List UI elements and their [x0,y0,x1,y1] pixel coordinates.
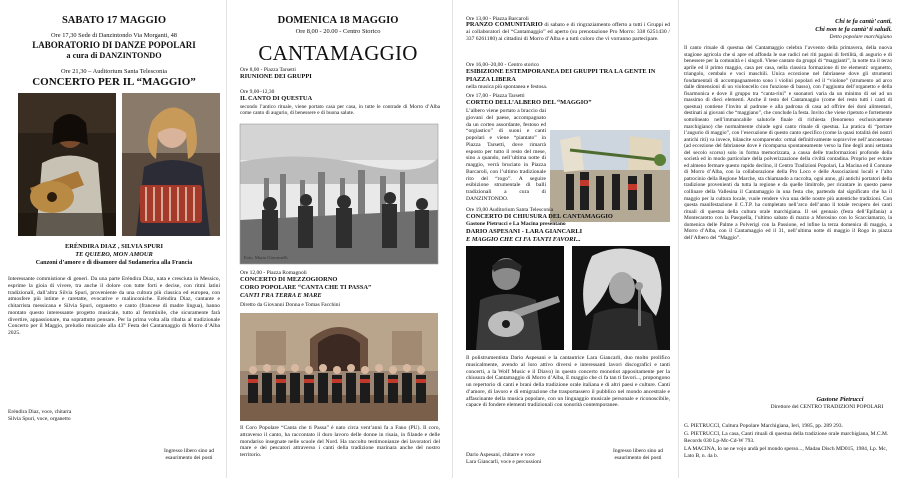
closing-title: CONCERTO DI CHIUSURA DEL CANTAMAGGIO [466,213,613,220]
lunch-block [466,22,670,42]
closing-subtitle: E MAGGIO CHE CI FA TANTI FAVORI... [466,236,581,243]
photo-erendira-diaz [18,93,116,236]
panel-saturday [8,0,220,478]
signature-name: Gastone Pietrucci [816,396,864,403]
performance-description: nella musica più spontanea e festosa. [466,84,548,90]
parade-description-wrap [466,108,670,202]
choir-description: Il Coro Popolare “Canta che ti Passa” è nato circa vent’anni fa a Fano (PU). Il coro, attraverso il canto, ha raccontato il duro lavoro delle donne in risaia, in filande e delle mondariso insegnate nelle scuole del Nord. Ha raccolto testimonianze dei lavoratori del mare e dei pescatori attraverso i canti della tradizione marinara anche del nostro territorio. [240,425,440,458]
photo-questua-bw [240,124,438,264]
fold-line [678,0,679,478]
panel-essay [684,0,892,478]
closing-artists: DARIO ASPESANI - LARA GIANCARLI [466,228,583,235]
parade-title: CORTEO DELL’ALBERO DEL “MAGGIO” [466,99,592,106]
concert-noon-title: CONCERTO DI MEZZOGIORNO [240,276,338,283]
concert-noon-time: Ore 12,00 - Piazza Romagnoli [240,270,307,276]
questua-time: Ore 9,00–12,30 [240,89,275,95]
parade-time: Ore 17,00 - Piazza Tarsetti [466,93,525,99]
meeting-title: RIUNIONE DEI GRUPPI [240,73,312,80]
reference-3: LA MACINA, Io ne ne vojo andà pel mondo sperso..., Madau Disch MD015, 1984, Lp. Mc, Lato B, n. 4a b. [684,446,888,459]
photo-lara-giancarli [572,246,670,350]
lab-organizer: a cura di DANZINTONDO [66,51,162,60]
choir-subtitle: CANTI FRA TERRA E MARE [240,292,322,299]
credit-erendira: Eréndira Diaz, voce, chitarra [8,409,72,415]
credit-lara: Lara Giancarli, voce e percussioni [466,459,542,465]
concert-subtitle: TE QUIERO, MON AMOUR [75,251,153,258]
quote-line-2: Chi non te fa cantà’ ti saludi. [815,26,892,33]
concert-artists: ERÉNDIRA DIAZ , SILVIA SPURI [65,243,163,250]
lunch-description: di sabato e di ringraziamento offerto a tutti i Gruppi ed ai collaboratori del “Cantamaggio” ed aperto (su prenotazione Pro Morro: 338 6251430 / 337 6261180) ai cittadini di Morro d’Alba e a tutti coloro che vi vorranno partecipare. [466,22,670,42]
concert-title: CONCERTO PER IL “MAGGIO” [32,76,196,88]
sunday-date: DOMENICA 18 MAGGIO [277,15,399,26]
lunch-title: PRANZO COMUNITARIO [466,21,543,28]
lab-time: Ore 17,30 Sede di Danzintondo Via Morganti, 48 [51,32,177,39]
panel-afternoon [460,0,672,478]
fold-line [226,0,227,478]
reference-1: G. PIETRUCCI, Cultura Popolare Marchigiana, Ieri, 1985, pp. 289 293. [684,423,843,429]
lunch-time: Ore 13,00 - Piazza Barcaroli [466,16,529,22]
saturday-date: SABATO 17 MAGGIO [61,15,167,26]
free-entry-note: Ingresso libero sino ad esaurimento dei posti [613,448,663,461]
signature-role: Direttore del CENTRO TRADIZIONI POPOLARI [770,404,884,410]
concert-description: Interessante commistione di generi. Da una parte Eréndira Diaz, nata e cresciuta in Messico, esprime la gioia di vivere, tra anche il dolore con tutte forti e decise, con ritmi latini tradizionali, dall’altra Silvia Spuri, proveniente da una cultura più classica ed europea, con atmosfere più intime e raretatte, evocative e malinconiche. Eréndira Diaz, cantante e chitarrista messicana e Silvia Spuri, organetto e canto (francese di madre lingua), hanno montato questo interessante progetto musicale, tutto al femminile, che sicuramente farà divertire, appassionare, ma soprattutto pensare. Per la prima volta alla ribalta al tradizionale Concerto per il Maggio, preludio musicale alla 43° Festa del Cantamaggio di Morro d’Alba 2025. [8,276,220,336]
quote-source: Detto popolare marchigiano [829,34,892,40]
photo-caption: Foto: Mario Giacomelli [244,255,288,260]
photo-parade [550,130,670,222]
choir-name: CORO POPOLARE “CANTA CHE TI PASSA” [240,284,372,291]
concert-tagline: Canzoni d’amore e di disamore dal Sudamerica alla Francia [35,260,193,266]
performance-title: ESIBIZIONE ESTEMPORANEA DEI GRUPPI TRA LA GENTE IN PIAZZA LIBERA [466,68,656,83]
closing-time: Ore 19,00 Auditorium Santa Telesconia [466,207,554,213]
panel-sunday [232,0,444,478]
lab-title: LABORATORIO DI DANZE POPOLARI [32,40,196,50]
parade-description: L’albero viene portato a braccio dai giovani del paese, accompagnato da un corteo assordante, festoso ed “orgiastico” di suoni e canti popolari e viene “piantato” in Piazza Tarsetti, dove rimarrà esposto per tutto il resto del mese, sino a quando, nell’ultima notte di maggio, verrà bruciato in Piazza Barcaroli, con l’ultimo tradizionale rito del “rogo”. A seguire esibizione strumentale di balli tradizionali a cura di DANZINTONDO. [466,108,546,202]
fold-line [452,0,453,478]
questua-title: IL CANTO DI QUESTUA [240,95,313,102]
performance-time: Ore 16,00–20,00 - Centro storico [466,62,540,68]
credit-dario: Dario Aspesani, chitarre e voce [466,452,535,458]
essay-body: Il canto rituale di questua del Cantamaggio celebra l’avvento della primavera, della nuova stagione agricola che si apre ed affonda le sue radici nei riti pagani di fertilità, di augurio e di benessere per la comunità e i singoli. Viene cantato da gruppi di “maggianti”, la notte tra il terzo aprile ed il primo maggio, casa per casa, nella classica formazione di tre elementi: organetto, triangolo, cembalo e voci maschili. Unica eccezione nel fabrianese dove gli strumenti fondamentali di accompagnamento sono i violini popolari ed il “violone” (strumento ad arco dalle dimensioni di un violoncello con funzione di basso), con l’aggiunta dell’organetto e della fisarmonica e dove il gruppo tra “canta-rini” e suonatori varia da un minimo di sei ad un massimo di dieci elementi. Anche il testo del Cantamaggio (come del resto tutti i canti di questua) contiene l’invito al padrone e alla padrona di casa ad offrire dei doni alimentari, destinati ai giovani che “maggiano”, che conclude la festa. Invito che viene ripetuto e fortemente sottolineato nell’immancabile saluto/le finale di richiesta (fenomeno esclusivamente marchigiano) che normalmente chiude ogni canto rituale di questua. La pratica di “portare l’augurio di maggio”, con l’esecuzione di questo canto specifico (come la quasi totalità dei nostri antichi riti) va invece, bilancite scomparendo: ormai definitivamente sopravvive nell’anconetano (ad eccezione del fabrianese dove è ricomparsa spontaneamente verso la fine degli anni settanta del secolo scorso) solo in forma memorizzata, a causa delle trasformazioni profonde della società ed in modo particolare della polverizzazione della civiltà contadina. Proprio per evitare ed almeno fermare questo rapido declino, il Centro Tradizioni Popolari, La Macina ed il Comune di Morro d’Alba, con la collaborazione della Pro Loco e delle Associazioni locali e l’alto patrocinio della Regione Marche, sta chiamando a raccolta, ogni anno, gli antichi portatori della tradizione provenienti da tutta la regione e da quelle limitrofe, per ricantare in questo paese collinare della Vallesina il Cantamaggio in una festa che, partendo dal significato che ha il maggio per la cultura locale, vuole rendere viva una delle nostre più autentiche tradizioni. Con questa manifestazione il C.T.P. ha completato nell’arco dell’anno il totale recupero dei canti rituali di questua della cultura orale marchigiana. Il sei gennaio (festa dell’Epifania) a Montecarotto con la Pasquella, l’ultimo sabato di marzo a Morosino con lo Scacciamarzo, la domenica delle Palme a Polverigi con la Passione, ed infine la terza domenica di maggio, a Morro d’Alba, con il Cantamaggio ed il 31, nell’ultima notte di maggio il Rogo in piazza dell’Albero del “Maggio”. [684,45,892,241]
quote-line-1: Chi te fa cantà’ canti, [835,18,892,25]
credit-silvia: Silvia Spuri, voce, organetto [8,416,71,422]
concert-time: Ore 21,30 – Auditorium Santa Telesconia [61,68,167,75]
sunday-hours: Ore 8,00 - 20.00 - Centro Storico [295,28,381,35]
closing-presenters: Gastone Pietrucci e La Macina presentano [466,221,566,227]
meeting-time: Ore 8,00 - Piazza Tarsetti [240,67,296,73]
reference-2: G. PIETRUCCI, La casa, Canti rituali di questua della tradizione orale marchigiana, M.C.M. Records 030 Lp-Mc-Cd-W 793. [684,431,889,444]
cantamaggio-title: CANTAMAGGIO [258,41,418,65]
choir-directors: Diretto da Giovanni Donna e Tomas Facchini [240,302,341,308]
closing-description: Il polistrumentista Dario Aspesani e la cantautrice Lara Giancarli, duo molto prolifico musicalmente, avendo al loro attivo diversi e interessanti lavori discografici e tanti concerti, a la Wolf Music e il Diavo) in questo concerto monotiot appositamente per la chiusura del Cantamaggio di Morro d’Alba, E maggio che ci fa tan ti favori..., propongono un repertorio di canti e brani della tradizione orale italiana e di altri paesi e culture. Canti d’amore, di lavoro e di emigrazione che trasportassero il pubblico nel mondo ancestrale e affascinante della musica popolare, con un linguaggio musicale personale e riconoscibile, capace di fondere elementi tradizionali con sonorità contemporanee. [466,355,670,409]
photo-choir [240,313,438,421]
questua-description: secondo l’antico rituale, viene portato casa per casa, in tutte le contrade di Morro d’Alba come canto di augurio, di benessere e di buona salute. [240,104,440,117]
photo-dario-aspesani [466,246,564,350]
free-entry-note: Ingresso libero sino ad esaurimento dei posti [164,448,214,461]
photo-silvia-spuri [122,93,220,236]
